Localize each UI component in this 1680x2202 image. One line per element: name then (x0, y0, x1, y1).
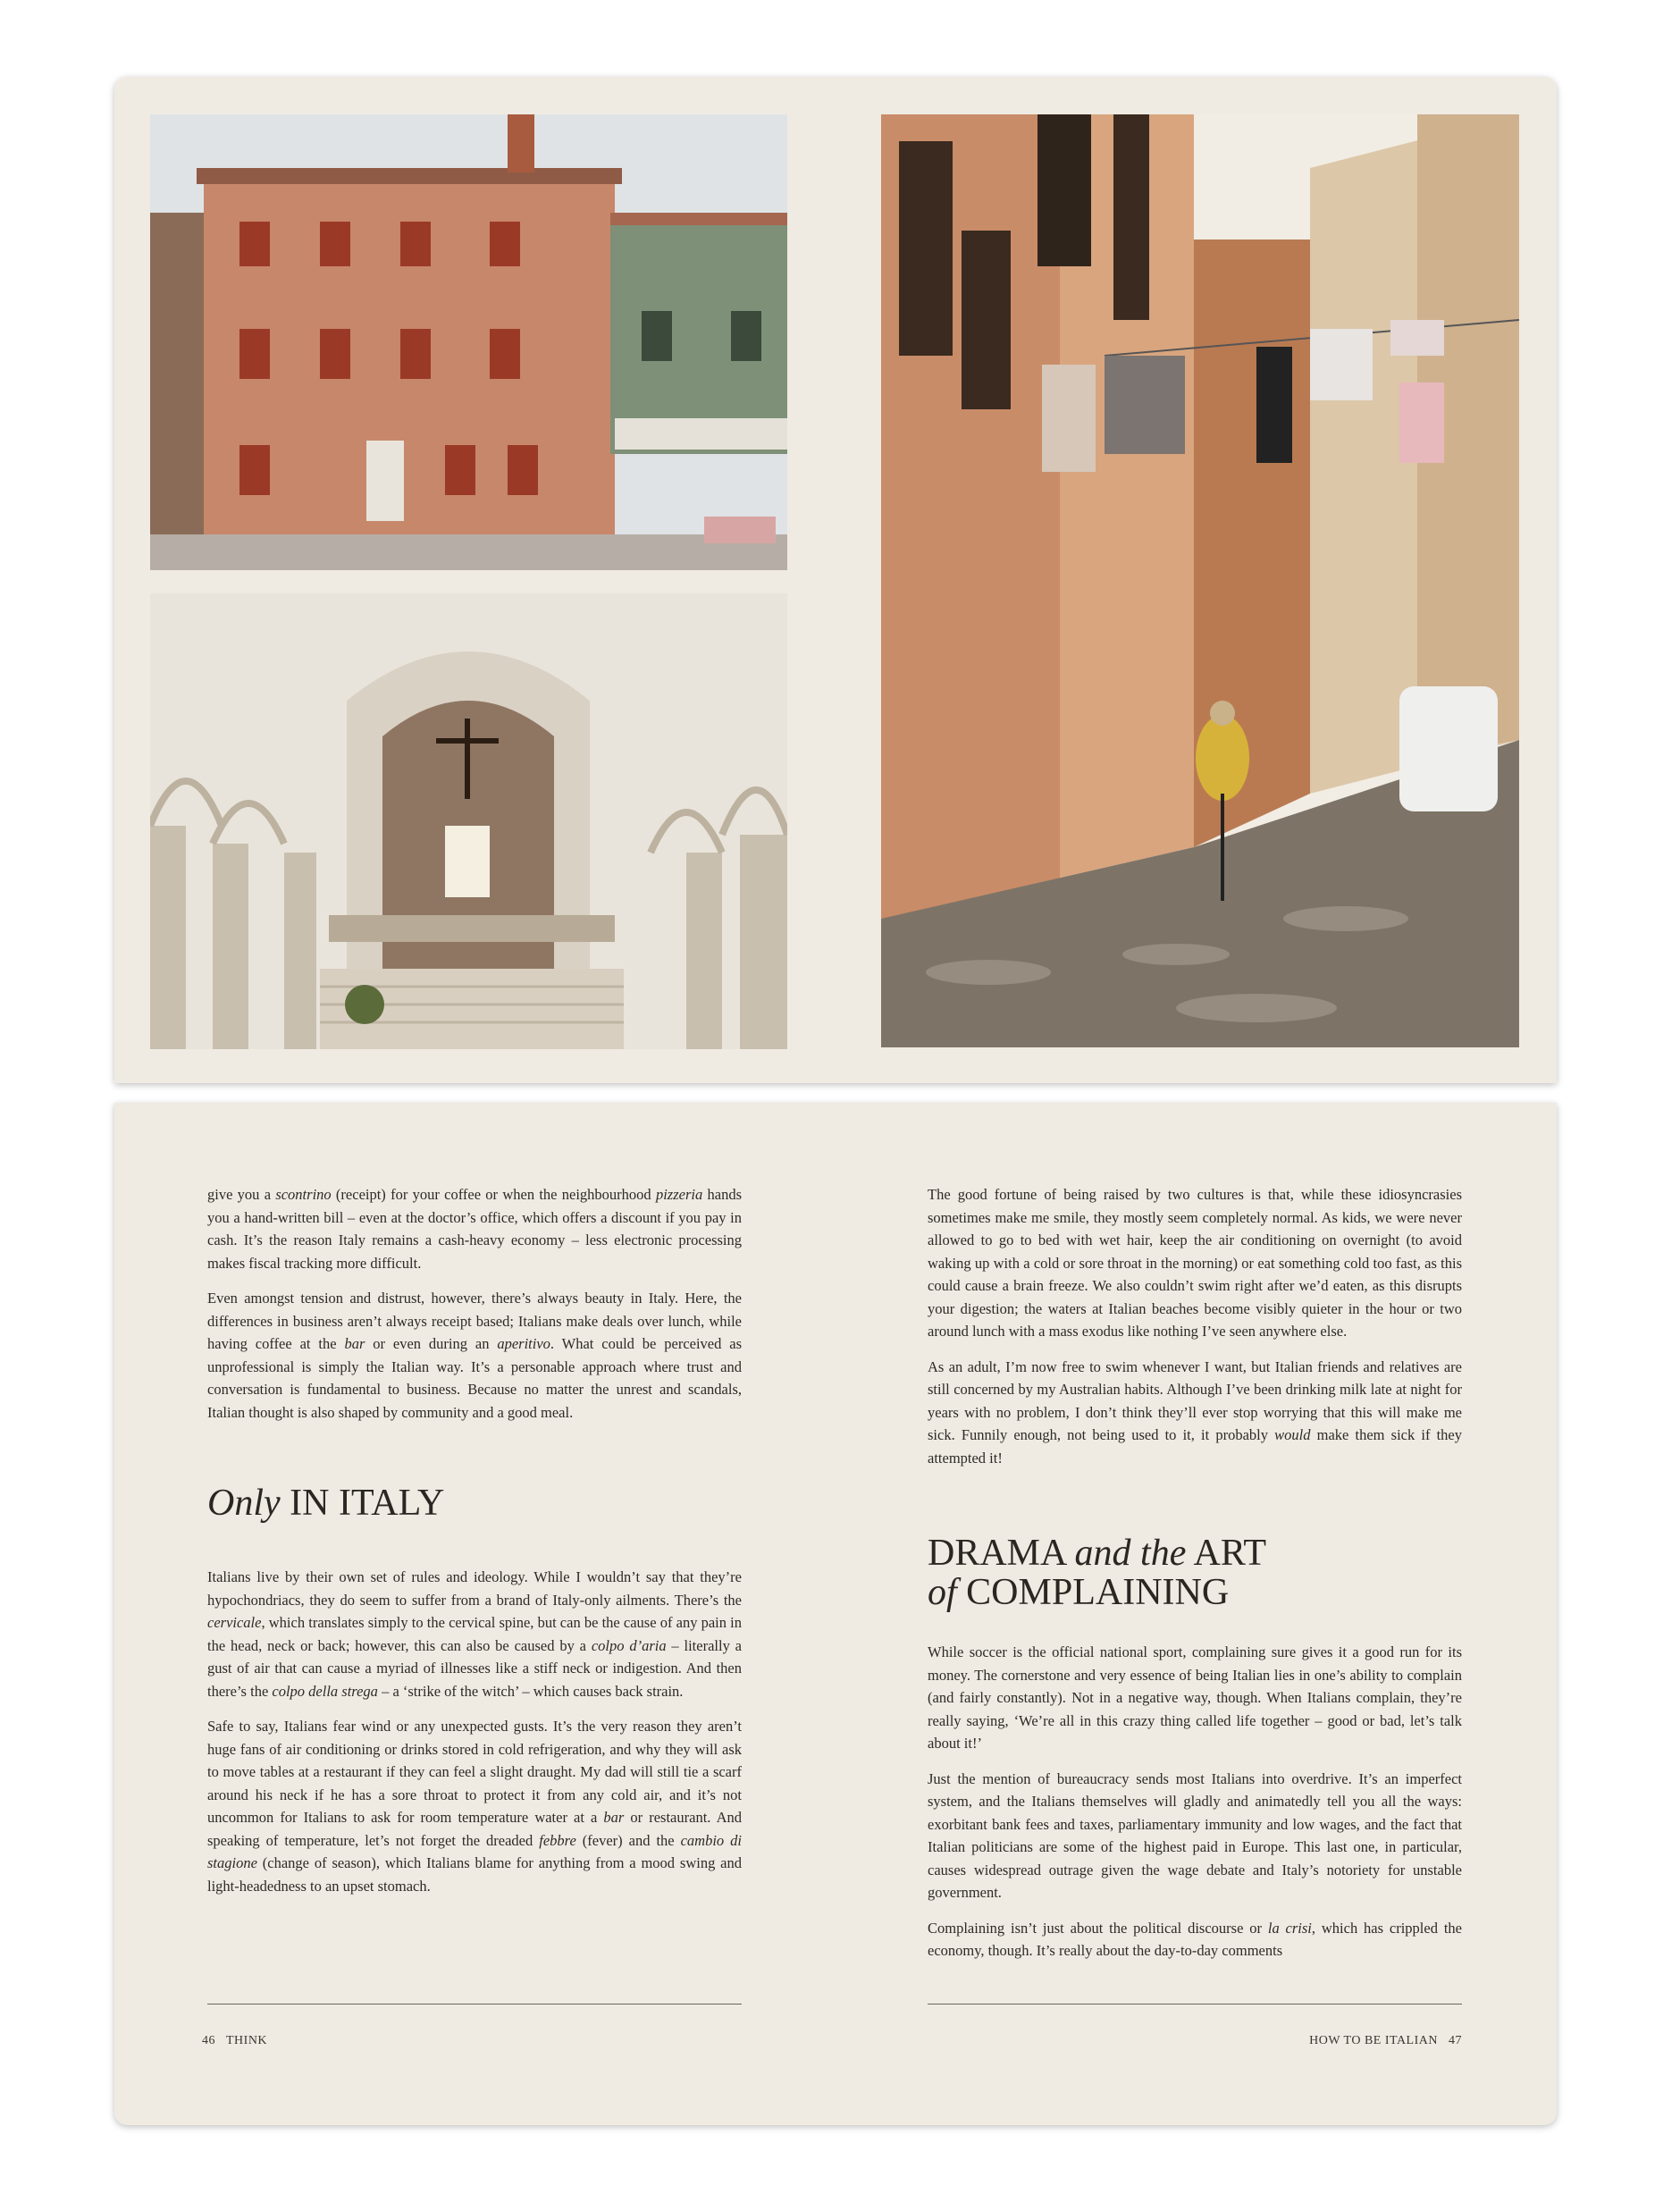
paragraph: As an adult, I’m now free to swim whenever I want, but Italian friends and relatives are still concerned by my Australian habits. Although I’ve been drinking milk late at night for years with no problem, I don’t think they’ll ever stop worrying that this will make me sick. Funnily enough, not being used to it, it probably would make them sick if they attempted it! (928, 1357, 1462, 1467)
left-column-bottom (207, 1566, 742, 1910)
photo-street-cyclist (881, 114, 1519, 1047)
paragraph: While soccer is the official national sport, complaining sure gives it a good run for its money. The cornerstone and very essence of being Italian lies in one’s ability to complain (and fairly constantly). Not in a negative way, though. When Italians complain, they’re really saying, ‘We’re all in this crazy thing called life together – good or bad, let’s talk about it!’ (928, 1643, 1462, 1752)
right-column-top (928, 1183, 1462, 1482)
right-column-bottom (928, 1641, 1462, 1975)
photo-townhouses (150, 114, 787, 570)
section-heading-drama: DRAMA and the ART of COMPLAINING (928, 1533, 1267, 1613)
paragraph: The good fortune of being raised by two cultures is that, while these idiosyncrasies sometimes make me smile, they mostly seem completely normal. As kids, we were never allowed to go to bed with wet hair, keep the air conditioning on overnight (to avoid waking up with a cold or sore throat in the morning) or eat something cold too fast, as this could cause a brain freeze. We also couldn’t swim right after we’d eaten, as this disrupts your digestion; the waters at Italian beaches become visibly quieter in the hour or two around lunch with a mass exodus like nothing I’ve seen anywhere else. (928, 1186, 1462, 1340)
left-column-top (207, 1183, 742, 1436)
section-heading-only-in-italy: Only IN ITALY (207, 1483, 445, 1524)
paragraph: give you a scontrino (receipt) for your coffee or when the neighbourhood pizzeria hands you a hand-written bill – even at the doctor’s office, which offers a discount if you pay in cash. It’s the reason Italy remains a cash-heavy economy – less electronic processing makes fiscal tracking more difficult. (207, 1186, 743, 1272)
paragraph: Italians live by their own set of rules and ideology. While I wouldn’t say that they’re hypochondriacs, they do seem to suffer from a brand of Italy-only ailments. There’s the cervicale, which translates simply to the cervical spine, but can be the cause of any pain in the head, neck or back; however, this can also be caused by a colpo d’aria – literally a gust of air that can cause a myriad of illnesses like a stiff neck or indigestion. And then there’s the colpo della strega – a ‘strike of the witch’ – which causes back strain. (207, 1568, 742, 1700)
page-number: 47 (1449, 2034, 1462, 2047)
section-name: THINK (226, 2034, 268, 2047)
page-number: 46 (202, 2034, 215, 2047)
paragraph: Complaining isn’t just about the political discourse or la crisi, which has crippled the economy, though. It’s really about the day-to-day comments (928, 1919, 1462, 1959)
paragraph: Even amongst tension and distrust, however, there’s always beauty in Italy. Here, the differences in business aren’t always receipt based; Italians make deals over lunch, while having coffee at the bar or even during an aperitivo. What could be perceived as unprofessional is simply the Italian way. It’s a personable approach where trust and conversation is fundamental to business. Because no matter the unrest and scandals, Italian thought is also shaped by community and a good meal. (207, 1290, 743, 1421)
photo-church-interior (150, 593, 787, 1049)
paragraph: Safe to say, Italians fear wind or any unexpected gusts. It’s the very reason they aren’t huge fans of air conditioning or drinks stored in cold refrigeration, and why they will ask to move tables at a restaurant if they can feel a slight draught. My dad will still tie a scarf around his neck if he has a sore throat to protect it from any cold air, and it’s not uncommon for Italians to ask for room temperature water at a bar or restaurant. And speaking of temperature, let’s not forget the dreaded febbre (fever) and the cambio di stagione (change of season), which Italians blame for anything from a mood swing and light-headedness to an upset stomach. (207, 1718, 742, 1895)
paragraph: Just the mention of bureaucracy sends most Italians into overdrive. It’s an imperfect system, and the Italians themselves will gladly and animatedly tell you all the ways: exorbitant bank fees and taxes, parliamentary immunity and low wages, and the fact that Italian politicians are some of the highest paid in Europe. This last one, in particular, causes widespread outrage given the wage debate and Italy’s notoriety for unstable government. (928, 1769, 1462, 1901)
left-folio (202, 2034, 267, 2048)
book-title: HOW TO BE ITALIAN (1309, 2034, 1438, 2047)
right-folio (1309, 2034, 1462, 2048)
